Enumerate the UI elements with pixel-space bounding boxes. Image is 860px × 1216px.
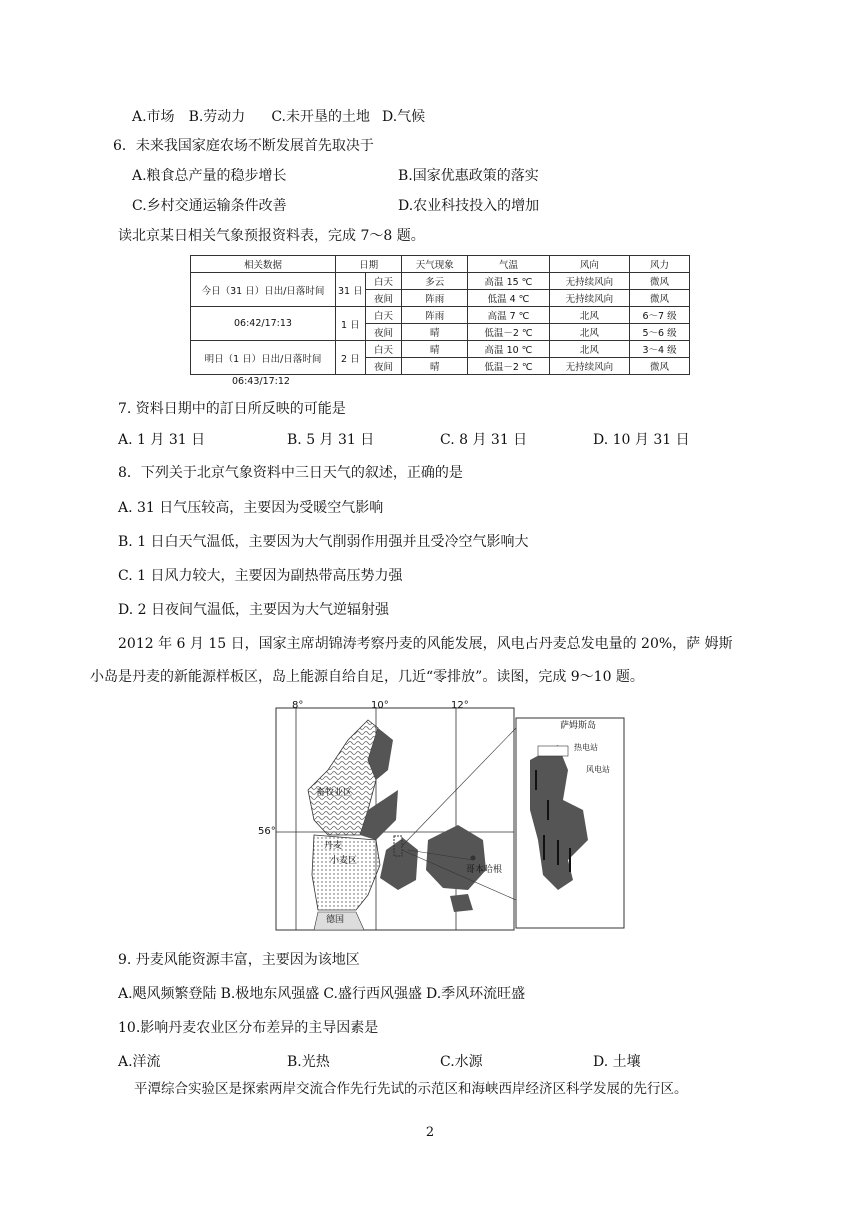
table-header: 天气现象 (402, 256, 468, 273)
q6-stem: 6．未来我国家庭农场不断发展首先取决于 (113, 138, 374, 154)
table-cell: 晴 (402, 341, 468, 358)
q7-option-d: D. 10 月 31 日 (593, 432, 690, 448)
q8-option-d: D. 2 日夜间气温低，主要因为大气逆辐射强 (118, 602, 389, 618)
denmark-map-figure (258, 700, 628, 932)
table-cell: 阵雨 (402, 307, 468, 324)
table-cell: 微风 (630, 273, 690, 290)
q6-option-b: B.国家优惠政策的落实 (398, 168, 539, 184)
q10-option-a: A.洋流 (118, 1054, 161, 1070)
table-cell: 北风 (549, 324, 629, 341)
q6-option-a: A.粮食总产量的稳步增长 (132, 168, 287, 184)
weather-forecast-table (190, 255, 690, 375)
q7-option-a: A. 1 月 31 日 (118, 432, 206, 448)
lon-label-8: 8° (292, 700, 304, 711)
table-cell: 06:42/17:13 (191, 307, 336, 341)
table-header: 风力 (630, 256, 690, 273)
q10-stem: 10.影响丹麦农业区分布差异的主导因素是 (118, 1020, 379, 1036)
lon-label-10: 10° (371, 700, 389, 711)
q6-option-c: C.乡村交通运输条件改善 (132, 198, 287, 214)
q7-option-b: B. 5 月 31 日 (287, 432, 375, 448)
table-cell: 微风 (630, 358, 690, 375)
table-header: 风向 (549, 256, 629, 273)
table-cell: 31 日 (336, 273, 366, 307)
table-header: 日期 (336, 256, 402, 273)
q5-option-d: D.气候 (381, 109, 426, 125)
table-cell: 无持续风向 (549, 358, 629, 375)
intro-9-10-line1: 2012 年 6 月 15 日，国家主席胡锦涛考察丹麦的风能发展，风电占丹麦总发电量的 20%，萨 姆斯 (118, 636, 733, 652)
label-wheat: 小麦区 (330, 856, 358, 866)
q9-options (118, 984, 525, 1004)
q9-option-d: D.季风环流旺盛 (425, 986, 526, 1002)
q10-option-b: B.光热 (287, 1054, 330, 1070)
table-cell: 5～6 级 (630, 324, 690, 341)
q9-option-a: A.飓风频繁登陆 (118, 986, 217, 1002)
table-cell: 夜间 (365, 358, 402, 375)
table-cell: 阵雨 (402, 290, 468, 307)
table-cell: 低温－2 ℃ (468, 324, 549, 341)
page-number: 2 (425, 1125, 435, 1140)
label-livestock: 畜牧业区 (316, 788, 353, 798)
lat-label-56: 56° (258, 826, 276, 837)
q10-option-d: D. 土壤 (593, 1054, 641, 1070)
table-cell: 微风 (630, 290, 690, 307)
label-germany: 德国 (326, 915, 345, 925)
table-cell: 北风 (549, 341, 629, 358)
q5-option-c: C.未开垦的土地 (271, 109, 370, 125)
q5-option-b: B.劳动力 (188, 109, 246, 125)
q8-option-b: B. 1 日白天气温低，主要因为大气削弱作用强并且受冷空气影响大 (118, 534, 529, 550)
heat-plant-icon (538, 746, 568, 756)
table-cell: 白天 (365, 307, 402, 324)
intro-7-8: 读北京某日相关气象预报资料表，完成 7～8 题。 (118, 228, 425, 244)
table-cell: 无持续风向 (549, 273, 629, 290)
table-cell: 晴 (402, 324, 468, 341)
q9-option-c: C.盛行西风强盛 (323, 986, 422, 1002)
table-cell: 多云 (402, 273, 468, 290)
q5-option-a: A.市场 (132, 109, 175, 125)
q9-stem: 9. 丹麦风能资源丰富，主要因为该地区 (118, 952, 360, 968)
label-wind-plant: 风电站 (586, 765, 610, 774)
q7-stem: 7. 资料日期中的訂日所反映的可能是 (118, 401, 346, 417)
table-cell: 白天 (365, 341, 402, 358)
q8-option-c: C. 1 日风力较大，主要因为副热带高压势力强 (118, 568, 403, 584)
table-cell: 白天 (365, 273, 402, 290)
table-cell: 3～4 级 (630, 341, 690, 358)
table-cell: 明日（1 日）日出/日落时间 (191, 341, 336, 375)
intro-9-10-line2: 小岛是丹麦的新能源样板区，岛上能源自给自足，几近“零排放”。读图，完成 9～10 题。 (90, 669, 644, 685)
table-cell: 2 日 (336, 341, 366, 375)
table-cell: 1 日 (336, 307, 366, 341)
q10-option-c: C.水源 (440, 1054, 483, 1070)
table-cell: 高温 10 ℃ (468, 341, 549, 358)
label-denmark: 丹麦 (324, 841, 343, 851)
q7-option-c: C. 8 月 31 日 (440, 432, 528, 448)
label-samso: 萨姆斯岛 (560, 721, 597, 731)
table-cell: 低温－2 ℃ (468, 358, 549, 375)
table-cell: 高温 15 ℃ (468, 273, 549, 290)
table-cell: 晴 (402, 358, 468, 375)
table-cell: 6～7 级 (630, 307, 690, 324)
label-copenhagen: 哥本哈根 (466, 865, 503, 875)
table-header: 气温 (468, 256, 549, 273)
lon-label-12: 12° (451, 700, 469, 711)
closing-paragraph: 平潭综合实验区是探索两岸交流合作先行先试的示范区和海峡西岸经济区科学发展的先行区。 (134, 1081, 688, 1097)
q8-stem: 8．下列关于北京气象资料中三日天气的叙述，正确的是 (118, 465, 463, 481)
table-header: 相关数据 (191, 256, 336, 273)
table-cell: 夜间 (365, 324, 402, 341)
table-cell: 今日（31 日）日出/日落时间 (191, 273, 336, 307)
table-footer-time: 06:43/17:12 (232, 376, 290, 387)
table-cell: 高温 7 ℃ (468, 307, 549, 324)
q5-options (132, 107, 425, 127)
table-cell: 低温 4 ℃ (468, 290, 549, 307)
table-cell: 无持续风向 (549, 290, 629, 307)
q9-option-b: B.极地东风强盛 (220, 986, 320, 1002)
table-cell: 北风 (549, 307, 629, 324)
q6-option-d: D.农业科技投入的增加 (398, 198, 540, 214)
table-cell: 夜间 (365, 290, 402, 307)
q8-option-a: A. 31 日气压较高，主要因为受暖空气影响 (118, 500, 384, 516)
label-heat-plant: 热电站 (574, 743, 598, 752)
